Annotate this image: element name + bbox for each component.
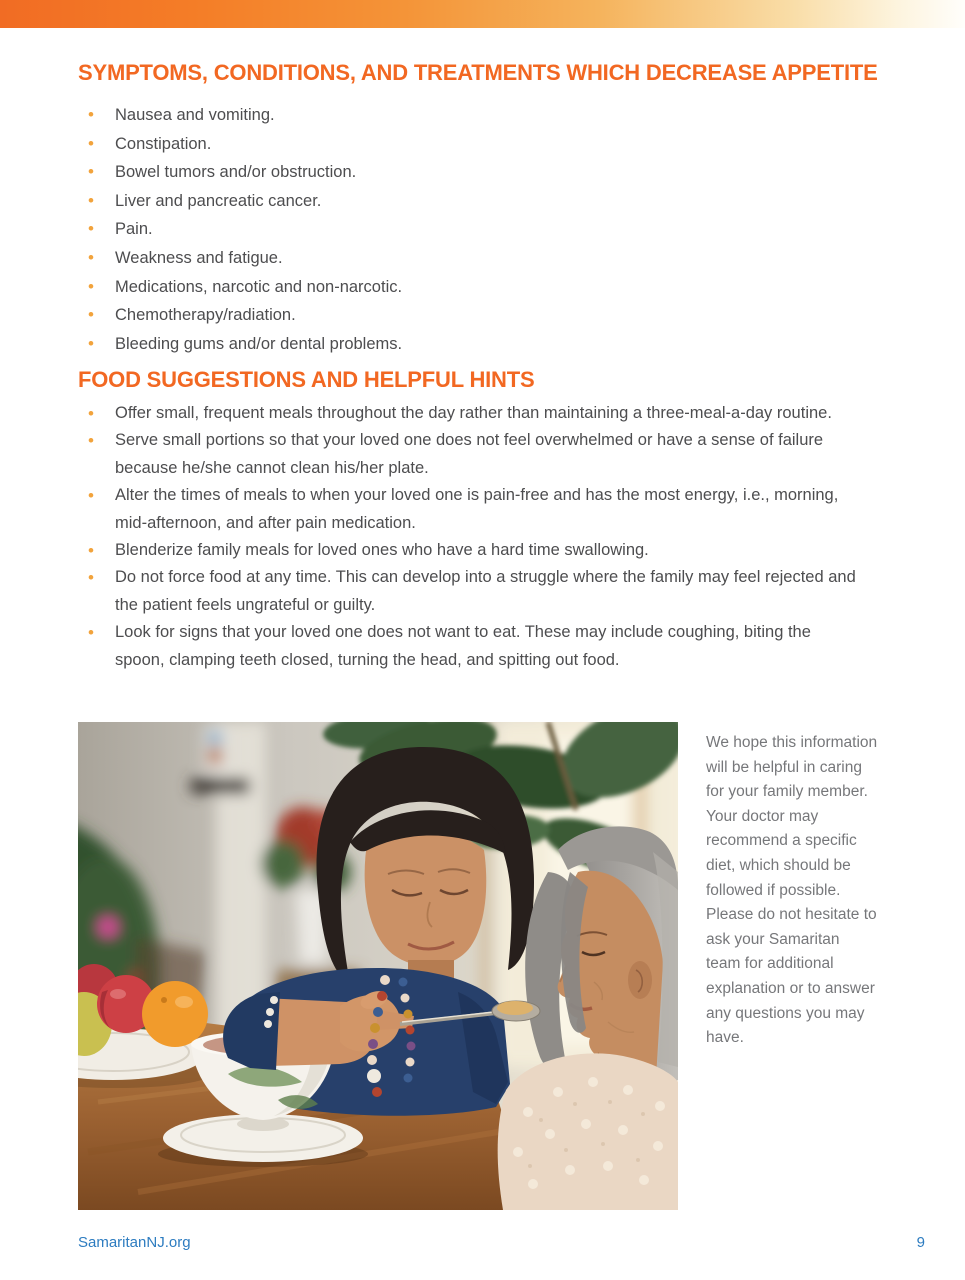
list-item <box>88 330 402 359</box>
footer-page-number: 9 <box>916 1234 925 1251</box>
list-item-text: Weakness and fatigue. <box>115 248 283 267</box>
orange <box>142 981 208 1047</box>
section-heading-symptoms: SYMPTOMS, CONDITIONS, AND TREATMENTS WHICH DECREASE APPETITE <box>78 60 878 85</box>
list-item-text: Chemotherapy/radiation. <box>115 306 296 325</box>
list-item <box>88 427 860 482</box>
list-item-text: Look for signs that your loved one does not want to eat. These may include coughing, biting the spoon, clamping teeth closed, turning the head, and spitting out food. <box>115 623 811 669</box>
food-suggestions-list <box>88 400 860 674</box>
list-item-text: Liver and pancreatic cancer. <box>115 191 322 210</box>
list-item-text: Bleeding gums and/or dental problems. <box>115 334 403 353</box>
list-item <box>88 215 402 244</box>
list-item-text: Do not force food at any time. This can develop into a struggle where the family may feel rejected and the patient feels ungrateful or guilty. <box>115 568 856 614</box>
symptoms-list <box>88 101 402 358</box>
air-conditioner <box>190 778 250 794</box>
bullet-icon: • <box>88 276 94 296</box>
list-item-text: Bowel tumors and/or obstruction. <box>115 163 357 182</box>
list-item <box>88 537 860 564</box>
bullet-icon: • <box>88 541 94 561</box>
list-item-text: Nausea and vomiting. <box>115 106 275 124</box>
list-item <box>88 244 402 273</box>
list-item <box>88 158 402 187</box>
list-item <box>88 482 860 537</box>
list-item <box>88 130 402 159</box>
bullet-icon: • <box>88 219 94 239</box>
bullet-icon: • <box>88 568 94 588</box>
spoon-food <box>497 1001 533 1015</box>
bullet-icon: • <box>88 105 94 124</box>
bullet-icon: • <box>88 404 94 423</box>
pink-ornament <box>98 917 118 937</box>
grandmother-lace-blouse <box>498 1053 678 1210</box>
photo-caregiver-feeding-elderly-woman <box>78 722 678 1210</box>
list-item-text: Offer small, frequent meals throughout the day rather than maintaining a three-meal-a-day routine. <box>115 404 832 422</box>
bullet-icon: • <box>88 333 94 353</box>
bullet-icon: • <box>88 133 94 153</box>
bullet-icon: • <box>88 162 94 182</box>
list-item-text: Constipation. <box>115 134 212 153</box>
section-heading-food-suggestions: FOOD SUGGESTIONS AND HELPFUL HINTS <box>78 367 535 392</box>
bullet-icon: • <box>88 247 94 267</box>
list-item <box>88 400 860 427</box>
bullet-icon: • <box>88 623 94 643</box>
list-item <box>88 101 402 130</box>
bullet-icon: • <box>88 431 94 451</box>
list-item <box>88 301 402 330</box>
bullet-icon: • <box>88 486 94 506</box>
list-item-text: Pain. <box>115 220 153 239</box>
grandmother-ear <box>628 961 652 999</box>
list-item-text: Serve small portions so that your loved one does not feel overwhelmed or have a sense of failure because he/she cannot clean his/her plate. <box>115 431 824 477</box>
list-item <box>88 564 860 619</box>
star-pendant <box>367 1069 381 1083</box>
list-item-text: Alter the times of meals to when your loved one is pain-free and has the most energy, i.e., morning, mid-afternoon, and after pain medication. <box>115 486 839 532</box>
footer-website-link[interactable]: SamaritanNJ.org <box>78 1234 191 1251</box>
list-item-text: Medications, narcotic and non-narcotic. <box>115 277 403 296</box>
list-item <box>88 273 402 302</box>
bullet-icon: • <box>88 305 94 325</box>
bullet-icon: • <box>88 190 94 210</box>
side-note-text: We hope this information will be helpful in caring for your family member. Your doctor may recommend a specific diet, which should be followed if possible. Please do not hesitate to ask your Samaritan team for additional explanation or to answer any questions you may have. <box>706 734 878 1047</box>
top-gradient-bar <box>0 0 965 28</box>
list-item-text: Blenderize family meals for loved ones who have a hard time swallowing. <box>115 541 649 560</box>
list-item <box>88 187 402 216</box>
list-item <box>88 619 860 674</box>
